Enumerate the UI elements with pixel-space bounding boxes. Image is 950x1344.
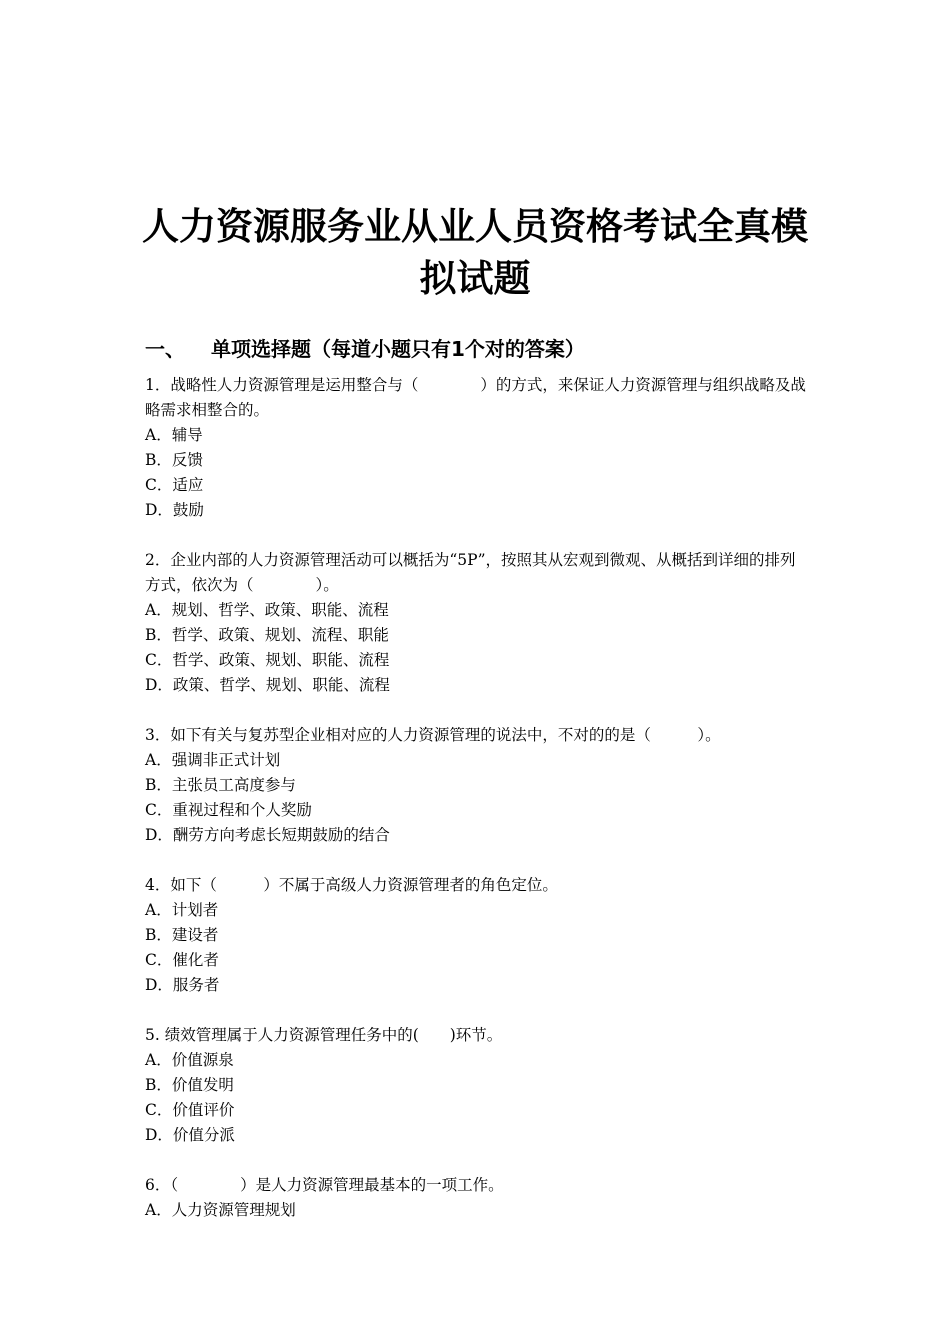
option-d: D．价值分派 <box>145 1126 235 1144</box>
question-stem: 6．（ ）是人力资源管理最基本的一项工作。 <box>145 1176 504 1194</box>
section-number: 一、 <box>145 337 185 361</box>
question-stem: 3．如下有关与复苏型企业相对应的人力资源管理的说法中，不对的的是（ ）。 <box>145 726 721 744</box>
document-title-line-1: 人力资源服务业从业人员资格考试全真模 <box>142 204 808 248</box>
document-title-line-2: 拟试题 <box>419 256 531 300</box>
option-d: D．鼓励 <box>145 501 204 519</box>
option-c: C．催化者 <box>145 951 219 969</box>
option-a: A．强调非正式计划 <box>145 751 281 769</box>
option-b: B．哲学、政策、规划、流程、职能 <box>145 626 389 644</box>
option-c: C．适应 <box>145 476 204 494</box>
option-a: A．价值源泉 <box>145 1051 234 1069</box>
option-c: C．哲学、政策、规划、职能、流程 <box>145 651 390 669</box>
question-4 <box>145 873 810 998</box>
option-a: A．计划者 <box>145 901 219 919</box>
question-stem: 2．企业内部的人力资源管理活动可以概括为“5P”，按照其从宏观到微观、从概括到详细的排列方式，依次为（ ）。 <box>145 551 796 594</box>
option-b: B．反馈 <box>145 451 203 469</box>
option-a: A．规划、哲学、政策、职能、流程 <box>145 601 389 619</box>
document-title <box>0 201 950 305</box>
question-6 <box>145 1173 810 1223</box>
question-list <box>145 373 810 1248</box>
question-2 <box>145 548 810 698</box>
option-b: B．建设者 <box>145 926 219 944</box>
option-d: D．服务者 <box>145 976 220 994</box>
option-b: B．价值发明 <box>145 1076 234 1094</box>
question-stem: 4．如下（ ）不属于高级人力资源管理者的角色定位。 <box>145 876 558 894</box>
option-c: C．价值评价 <box>145 1101 235 1119</box>
option-a: A．人力资源管理规划 <box>145 1201 296 1219</box>
question-3 <box>145 723 810 848</box>
option-d: D．酬劳方向考虑长短期鼓励的结合 <box>145 826 390 844</box>
question-1 <box>145 373 810 523</box>
option-a: A．辅导 <box>145 426 203 444</box>
section-title: 单项选择题（每道小题只有1个对的答案） <box>211 337 585 361</box>
question-stem: 5. 绩效管理属于人力资源管理任务中的( )环节。 <box>145 1026 503 1044</box>
option-d: D．政策、哲学、规划、职能、流程 <box>145 676 390 694</box>
question-5 <box>145 1023 810 1148</box>
section-heading <box>145 334 585 364</box>
option-b: B．主张员工高度参与 <box>145 776 296 794</box>
question-stem: 1．战略性人力资源管理是运用整合与（ ）的方式，来保证人力资源管理与组织战略及战略需求相整合的。 <box>145 376 806 419</box>
option-c: C．重视过程和个人奖励 <box>145 801 312 819</box>
